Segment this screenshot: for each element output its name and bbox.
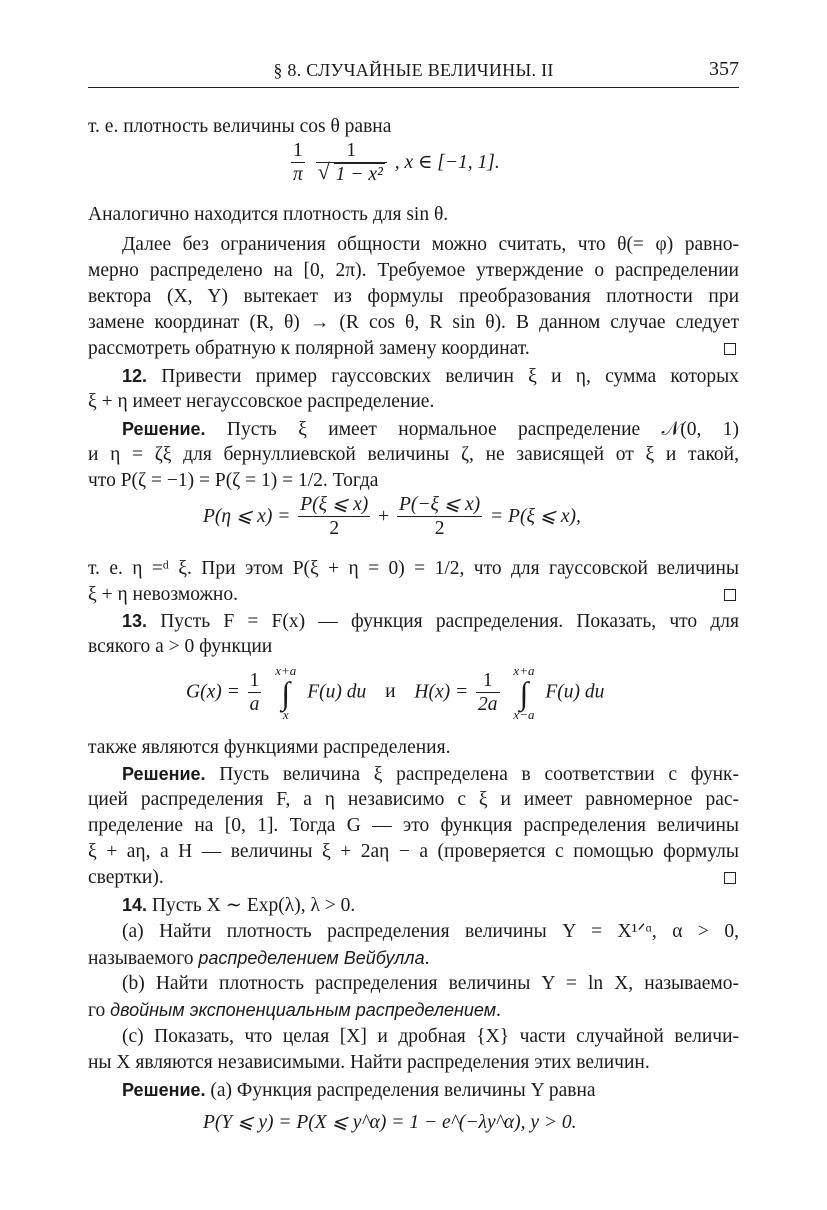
text-line: (a) Найти плотность распределения величины Y = X¹ᐟᵅ, α > 0, (122, 921, 739, 942)
solution-12: Решение. Пусть ξ имеет нормальное распределение 𝒩(0, 1) (122, 419, 739, 440)
text-line: что P(ζ = −1) = P(ζ = 1) = 1/2. Тогда (88, 470, 379, 491)
problem-14: 14. Пусть X ∼ Exp(λ), λ > 0. (122, 895, 356, 916)
qed-square-icon (724, 343, 736, 355)
text-line: рассмотреть обратную к полярной замену координат. (88, 338, 530, 359)
text-line: ны X являются независимыми. Найти распределения этих величин. (88, 1052, 650, 1073)
fraction: 1 √ 1 − x² (316, 140, 387, 187)
text-line: цией распределения F, а η независимо с ξ и имеет равномерное рас- (88, 789, 739, 810)
text-line: также являются функциями распределения. (88, 737, 451, 758)
text-line: (b) Найти плотность распределения величины Y = ln X, называемо- (122, 973, 739, 994)
text-line: ξ + η имеет негауссовское распределение. (88, 391, 435, 412)
running-head: § 8. СЛУЧАЙНЫЕ ВЕЛИЧИНЫ. II (273, 60, 554, 80)
text-line: замене координат (R, θ) → (R cos θ, R sin θ). В данном случае следует (88, 312, 739, 333)
text-line: ξ + η невозможно. (88, 584, 238, 605)
text-line: Аналогично находится плотность для sin θ. (88, 204, 449, 225)
solution-14: Решение. (a) Функция распределения величины Y равна (122, 1080, 596, 1101)
text-line: пределение на [0, 1]. Тогда G — это функция распределения величины (88, 815, 739, 836)
integral-sign: x+a ∫ x−a (513, 663, 535, 722)
text-line: мерно распределено на [0, 2π). Требуемое утверждение о распределении (88, 260, 739, 281)
page-number: 357 (709, 58, 739, 80)
fraction: $\frac{1}{\pi}$ (293, 140, 303, 185)
integral-sign: x+a ∫ x (275, 663, 297, 722)
text-line: (c) Показать, что целая [X] и дробная {X} части случайной величи- (122, 1026, 739, 1047)
fraction: $\frac{P(-\xi ⩽ x)}{2}$ (398, 494, 481, 539)
text-line: Далее без ограничения общности можно считать, что θ(= φ) равно- (122, 234, 739, 255)
solution-13: Решение. Пусть величина ξ распределена в соответствии с функ- (122, 764, 739, 785)
text-line: го двойным экспоненциальным распределением. (88, 1000, 501, 1021)
text-line: т. е. η =ᵈ ξ. При этом P(ξ + η = 0) = 1/2, что для гауссовской величины (88, 558, 739, 579)
text-line: свертки). (88, 867, 164, 888)
header-rule (88, 87, 739, 88)
page-header (88, 58, 739, 88)
fraction: $\frac{P(\xi ⩽ x)}{2}$ (300, 494, 369, 539)
text-line: вектора (X, Y) вытекает из формулы преобразования плотности при (88, 286, 739, 307)
fraction: $\frac{1}{2a}$ (478, 669, 498, 715)
text-line: и η = ζξ для бернуллиевской величины ζ, не зависящей от ξ и такой, (88, 444, 739, 465)
formula-arcsine-density: $\frac{1}{\pi}$ 1 √ 1 − x² , x ∈ [−1, 1]. (293, 140, 500, 185)
fraction: $\frac{1}{a}$ (249, 669, 260, 715)
text-line: т. е. плотность величины cos θ равна (88, 116, 392, 137)
qed-square-icon (724, 872, 736, 884)
problem-12: 12. Привести пример гауссовских величин ξ и η, сумма которых (122, 366, 739, 387)
formula-symmetry: P(η ⩽ x) = $\frac{P(\xi ⩽ x)}{2}$ + $\frac{P(-\xi ⩽ x)}{2}$ = P(ξ ⩽ x), (203, 494, 581, 539)
text-line: называемого распределением Вейбулла. (88, 948, 430, 969)
formula-weibull-cdf: P(Y ⩽ y) = P(X ⩽ y^α) = 1 − e^(−λy^α), y > 0. (203, 1112, 577, 1133)
text-line: всякого a > 0 функции (88, 636, 273, 657)
formula-integrals: G(x) = $\frac{1}{a}$ x+a ∫ x F(u) du и H(x) = $\frac{1}{2a}$ x+a ∫ x−a F(u) du (186, 663, 605, 722)
qed-square-icon (724, 589, 736, 601)
text-line: ξ + aη, а H — величины ξ + 2aη − a (проверяется с помощью формулы (88, 841, 739, 862)
problem-13: 13. Пусть F = F(x) — функция распределения. Показать, что для (122, 611, 739, 632)
